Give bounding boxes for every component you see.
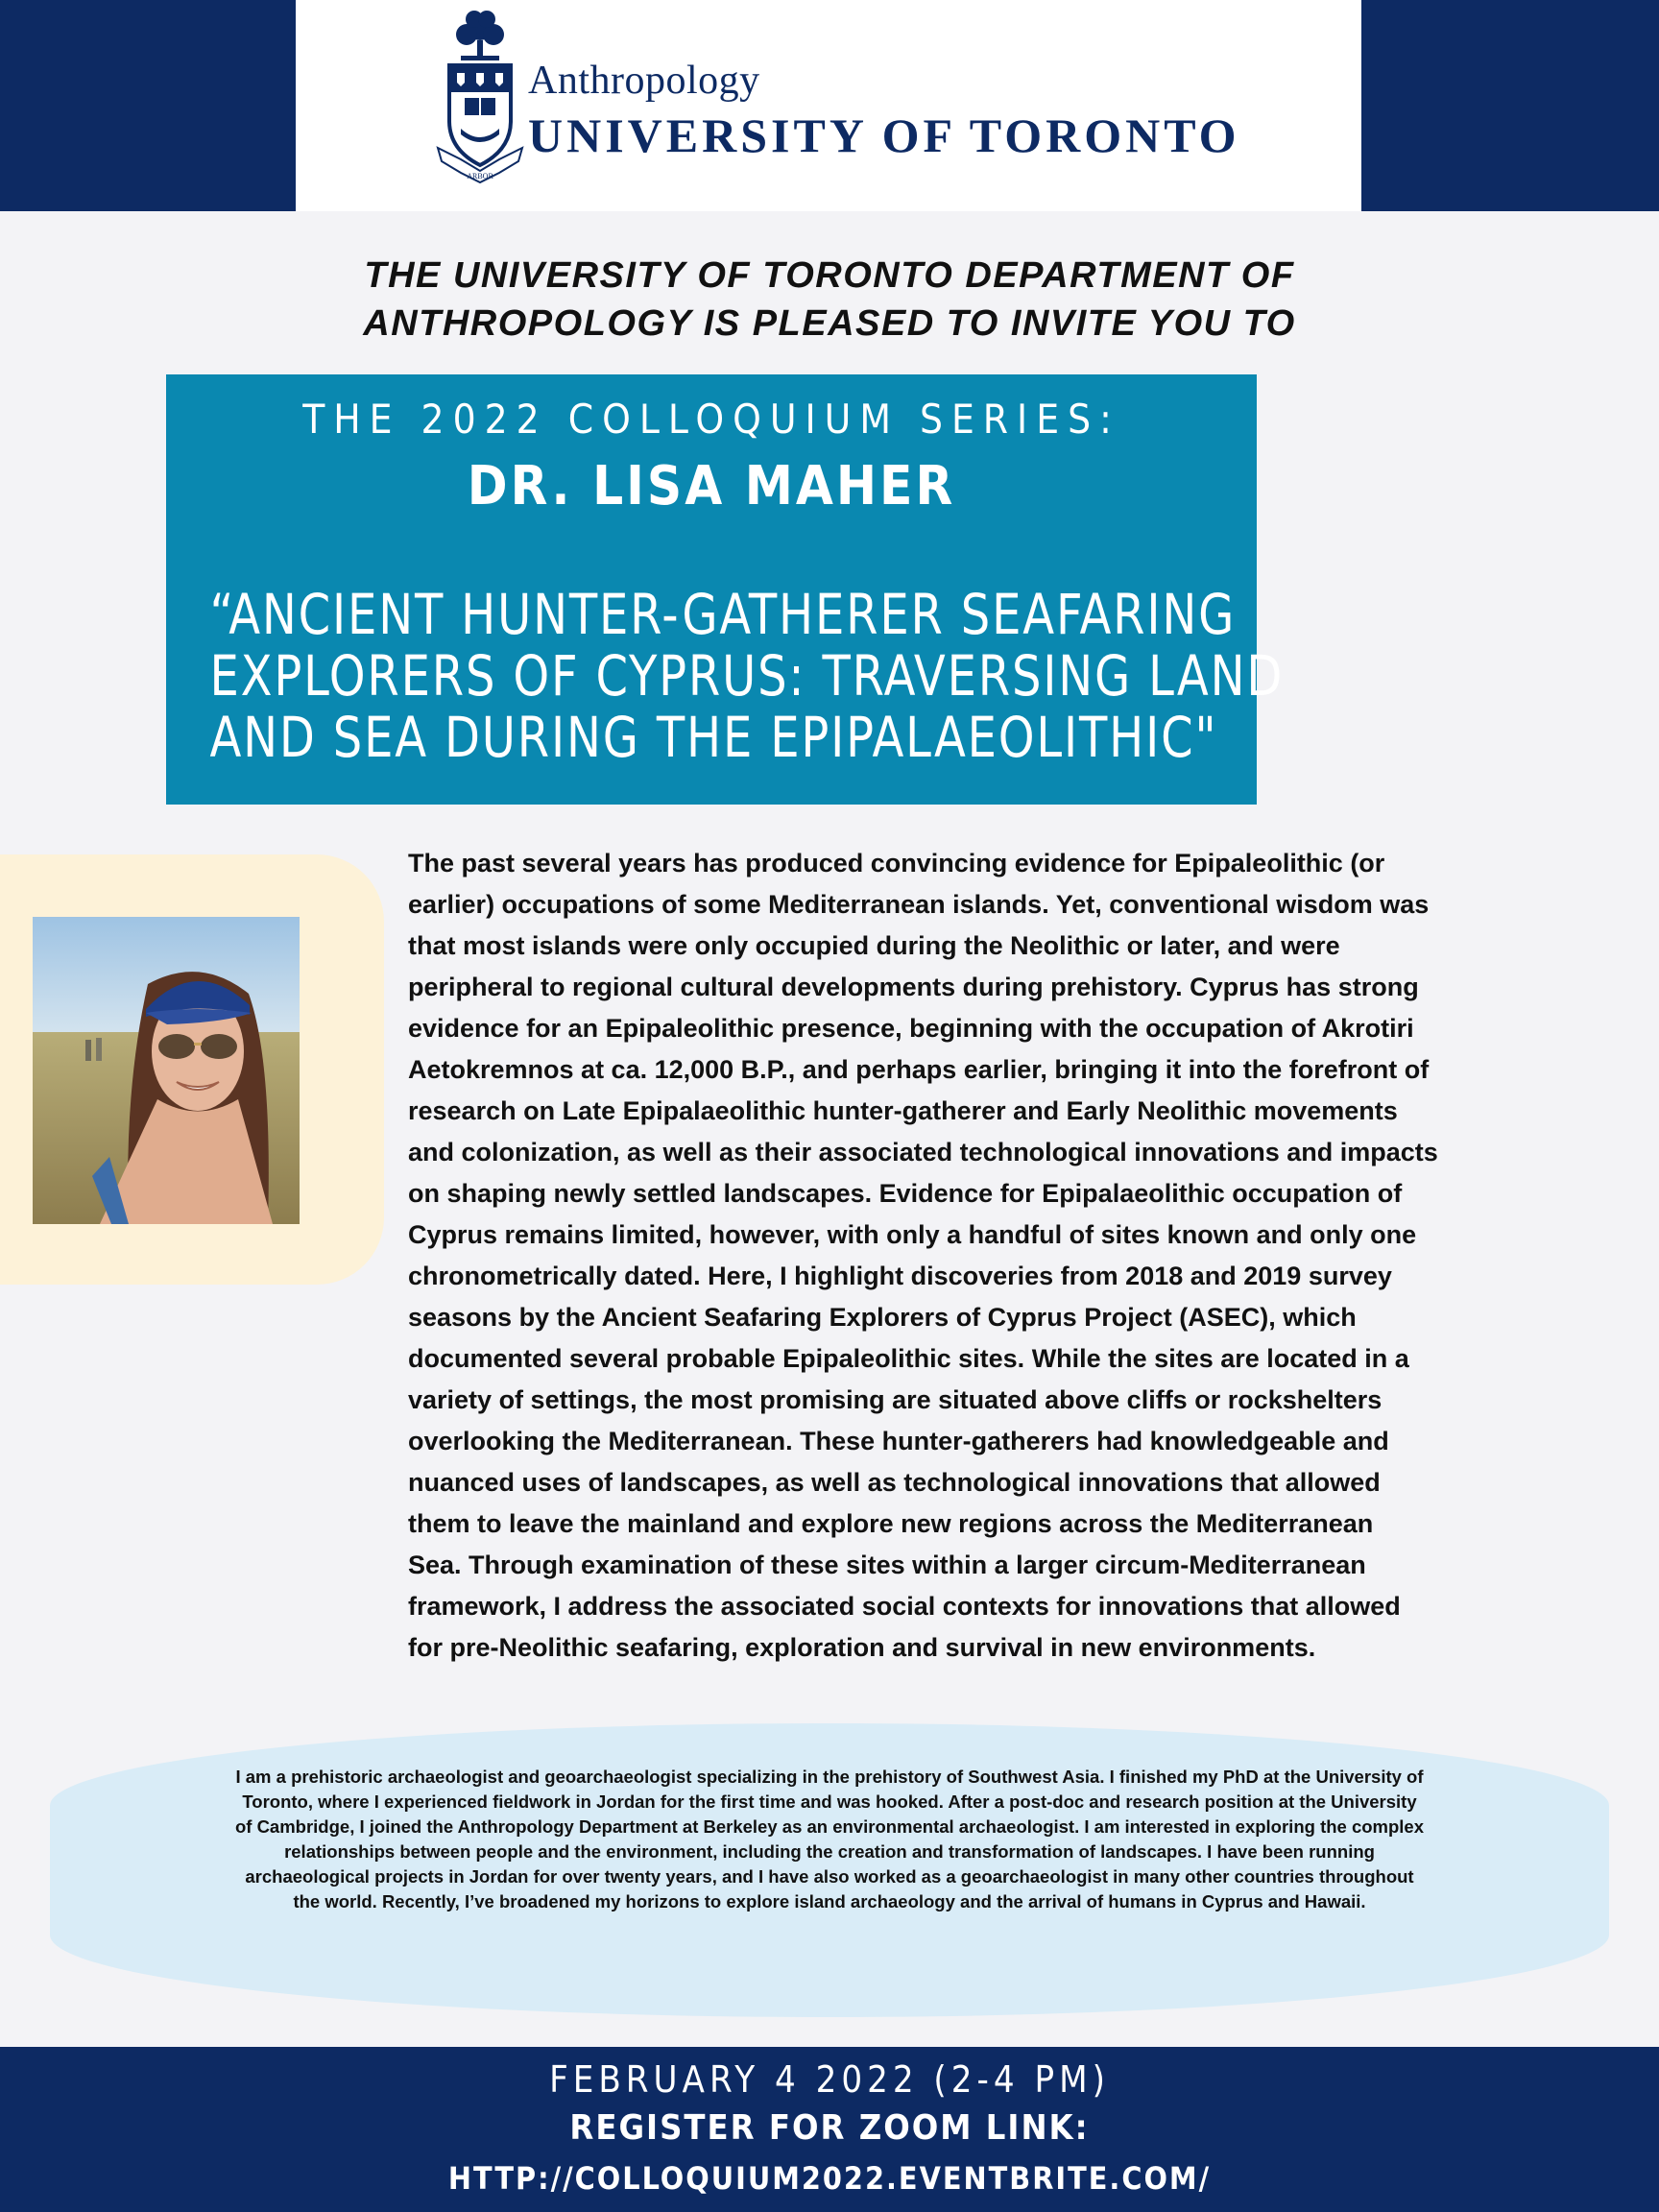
header-band-right [1361, 0, 1659, 211]
bio-line: of Cambridge, I joined the Anthropology Department at Berkeley as an environmental archaeologist. I am interested in exploring the complex [234, 1816, 1425, 1837]
registration-link[interactable]: HTTP://COLLOQUIUM2022.EVENTBRITE.COM/ [447, 2160, 1212, 2197]
abstract-line: Aetokremnos at ca. 12,000 B.P., and perhaps earlier, bringing it into the forefront of [408, 1055, 1430, 1084]
department-name: Anthropology [528, 59, 760, 103]
abstract-line: seasons by the Ancient Seafaring Explorers of Cyprus Project (ASEC), which [408, 1303, 1357, 1332]
abstract-line: on shaping newly settled landscapes. Evidence for Epipalaeolithic occupation of [408, 1179, 1403, 1208]
speaker-name: DR. LISA MAHER [467, 455, 956, 517]
abstract-line: earlier) occupations of some Mediterranean islands. Yet, conventional wisdom was [408, 890, 1430, 919]
crest-motto: ARBOR [467, 172, 493, 180]
abstract-text [408, 843, 1623, 1669]
bio-line: relationships between people and the environment, including the creation and transformation of landscapes. I have been running [284, 1841, 1375, 1862]
abstract-line: variety of settings, the most promising are situated above cliffs or rockshelters [408, 1385, 1382, 1414]
bio-line: I am a prehistoric archaeologist and geoarchaeologist specializing in the prehistory of Southwest Asia. I finished my PhD at the University of [235, 1767, 1424, 1787]
talk-title [209, 582, 1285, 770]
abstract-line: overlooking the Mediterranean. These hunter-gatherers had knowledgeable and [408, 1427, 1389, 1455]
abstract-line: nuanced uses of landscapes, as well as technological innovations that allowed [408, 1468, 1381, 1497]
event-date: FEBRUARY 4 2022 (2-4 PM) [549, 2058, 1110, 2101]
talk-title-box [166, 374, 1285, 805]
invitation-line: THE UNIVERSITY OF TORONTO DEPARTMENT OF [364, 255, 1295, 296]
talk-title-line: “ANCIENT HUNTER-GATHERER SEAFARING [209, 582, 1237, 647]
crest-tree [456, 11, 504, 60]
register-label: REGISTER FOR ZOOM LINK: [569, 2108, 1090, 2148]
abstract-line: evidence for an Epipaleolithic presence, beginning with the occupation of Akrotiri [408, 1014, 1414, 1043]
university-crest-icon [432, 6, 528, 188]
abstract-line: and colonization, as well as their associated technological innovations and impacts [408, 1138, 1438, 1166]
abstract-line: Cyprus remains limited, however, with only a handful of sites known and only one [408, 1220, 1417, 1249]
invitation-line: ANTHROPOLOGY IS PLEASED TO INVITE YOU TO [363, 303, 1296, 344]
abstract-line: The past several years has produced convincing evidence for Epipaleolithic (or [408, 849, 1385, 878]
talk-title-line: AND SEA DURING THE EPIPALAEOLITHIC" [209, 705, 1218, 770]
header-band-left [0, 0, 296, 211]
university-name: UNIVERSITY OF TORONTO [528, 108, 1240, 162]
bio-line: Toronto, where I experienced fieldwork in Jordan for the first time and was hooked. After a post-doc and research position at the University [242, 1791, 1417, 1812]
talk-title-line: EXPLORERS OF CYPRUS: TRAVERSING LAND [209, 643, 1285, 709]
abstract-line: chronometrically dated. Here, I highlight discoveries from 2018 and 2019 survey [408, 1262, 1392, 1290]
speaker-bio [50, 1765, 1609, 1914]
event-footer [0, 2047, 1659, 2212]
abstract-line: peripheral to regional cultural developments during prehistory. Cyprus has strong [408, 973, 1419, 1001]
abstract-line: research on Late Epipalaeolithic hunter-gatherer and Early Neolithic movements [408, 1096, 1398, 1125]
abstract-line: documented several probable Epipaleolithic sites. While the sites are located in a [408, 1344, 1409, 1373]
abstract-line: for pre-Neolithic seafaring, exploration and survival in new environments. [408, 1633, 1316, 1662]
series-label: THE 2022 COLLOQUIUM SERIES: [302, 396, 1120, 443]
abstract-line: them to leave the mainland and explore new regions across the Mediterranean [408, 1509, 1374, 1538]
bio-line: archaeological projects in Jordan for over twenty years, and I have also worked as a geoarchaeologist in many other countries throughout [245, 1866, 1414, 1887]
invitation-heading [0, 252, 1659, 348]
abstract-line: that most islands were only occupied during the Neolithic or later, and were [408, 931, 1340, 960]
bio-line: the world. Recently, I’ve broadened my horizons to explore island archaeology and the arrival of humans in Cyprus and Hawaii. [293, 1891, 1366, 1911]
speaker-photo [33, 917, 300, 1224]
abstract-line: framework, I address the associated social contexts for innovations that allowed [408, 1592, 1401, 1621]
abstract-line: Sea. Through examination of these sites within a larger circum-Mediterranean [408, 1551, 1366, 1579]
